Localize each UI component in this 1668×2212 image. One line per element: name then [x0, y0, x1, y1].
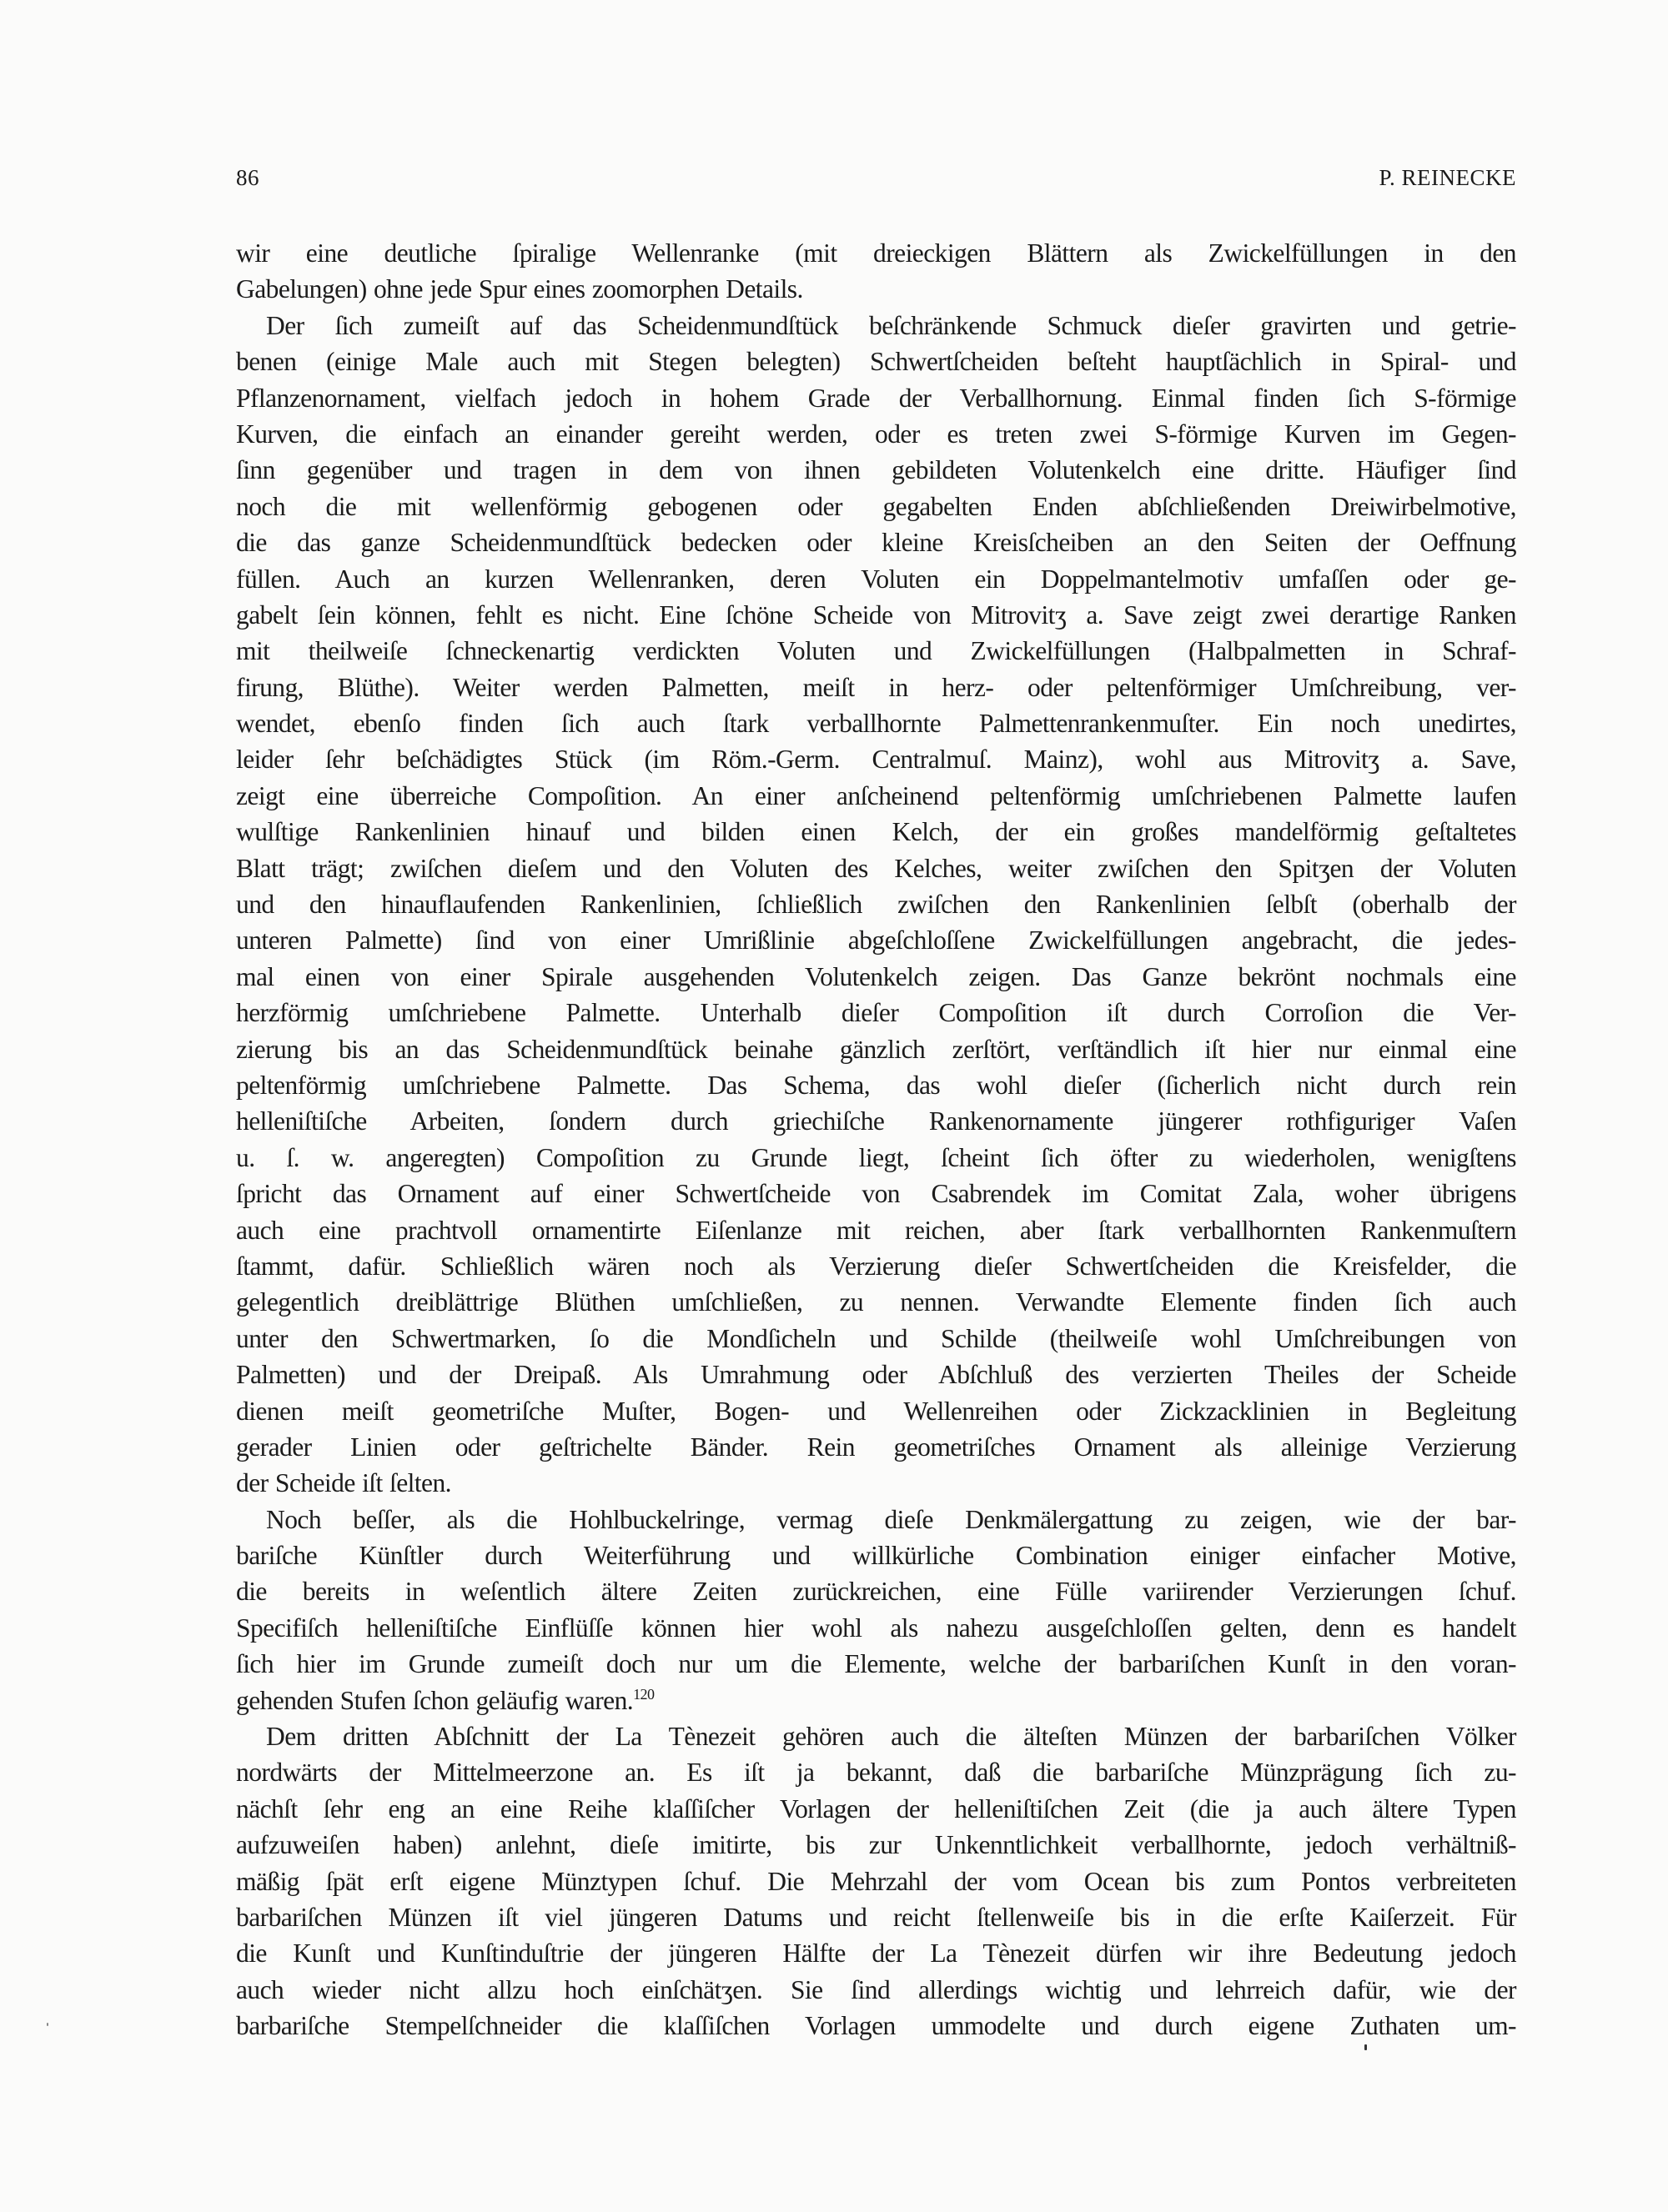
text-line: [236, 633, 1516, 669]
line-text: die Kunſt und Kunſtinduſtrie der jüngeren Hälfte der La Tènezeit dürfen wir ihre Bedeutung jedoch: [236, 1939, 1516, 1969]
line-text: ſich hier im Grunde zumeiſt doch nur um die Elemente, welche der barbariſchen Kunſt in den voran-: [236, 1649, 1516, 1679]
running-header: [236, 165, 1516, 191]
line-text: wendet, ebenſo finden ſich auch ſtark verballhornte Palmettenrankenmuſter. Ein noch unedirtes,: [236, 709, 1516, 739]
text-line: [236, 1754, 1516, 1790]
line-text: gerader Linien oder geſtrichelte Bänder. Rein geometriſches Ornament als alleinige Verzierung: [236, 1432, 1516, 1462]
line-text: firung, Blüthe). Weiter werden Palmetten, meiſt in herz- oder peltenförmiger Umſchreibung, ver-: [236, 672, 1516, 702]
line-text: gelegentlich dreiblättrige Blüthen umſchließen, zu nennen. Verwandte Elemente finden ſich auch: [236, 1287, 1516, 1317]
text-line: [236, 1321, 1516, 1357]
text-line: [236, 1502, 1516, 1537]
text-line: [236, 670, 1516, 705]
line-text: nächſt ſehr eng an eine Reihe klaſſiſcher Vorlagen der helleniſtiſchen Zeit (die ja auch ältere Typen: [236, 1793, 1516, 1823]
text-line: [236, 1357, 1516, 1392]
line-text: zierung bis an das Scheidenmundſtück beinahe gänzlich zerſtört, verſtändlich iſt hier nur einmal eine: [236, 1034, 1516, 1064]
line-text: die bereits in weſentlich ältere Zeiten zurückreichen, eine Fülle variirender Verzierungen ſchuf.: [236, 1577, 1516, 1607]
page-number: 86: [236, 165, 259, 190]
text-line: [236, 380, 1516, 416]
line-text: ſinn gegenüber und tragen in dem von ihnen gebildeten Volutenkelch eine dritte. Häufiger ſind: [236, 455, 1516, 485]
text-line: [236, 850, 1516, 886]
text-line: [236, 1537, 1516, 1573]
line-text: Noch beſſer, als die Hohlbuckelringe, vermag dieſe Denkmälergattung zu zeigen, wie der bar-: [266, 1504, 1516, 1534]
text-line: [236, 1863, 1516, 1899]
line-text: noch die mit wellenförmig gebogenen oder gegabelten Enden abſchließenden Dreiwirbelmotive,: [236, 491, 1516, 521]
line-text: herzförmig umſchriebene Palmette. Unterhalb dieſer Compoſition iſt durch Corroſion die Ver-: [236, 998, 1516, 1028]
line-text: Dem dritten Abſchnitt der La Tènezeit gehören auch die älteſten Münzen der barbariſchen Völker: [266, 1722, 1516, 1752]
line-text: auch eine prachtvoll ornamentirte Eiſenlanze mit reichen, aber ſtark verballhornten Rankenmuſtern: [236, 1215, 1516, 1245]
line-text: barbariſche Stempelſchneider die klaſſiſchen Vorlagen ummodelte und durch eigene Zuthaten um-: [236, 2011, 1516, 2041]
line-text: nordwärts der Mittelmeerzone an. Es iſt ja bekannt, daß die barbariſche Münzprägung ſich zu-: [236, 1758, 1516, 1788]
text-line: [236, 1465, 1516, 1501]
text-line: [236, 1067, 1516, 1103]
line-text: bariſche Künſtler durch Weiterführung und willkürliche Combination einiger einfacher Motive,: [236, 1541, 1516, 1571]
line-text: und den hinauflaufenden Rankenlinien, ſchließlich zwiſchen den Rankenlinien ſelbſt (oberhalb der: [236, 890, 1516, 920]
line-text: Palmetten) und der Dreipaß. Als Umrahmung oder Abſchluß des verzierten Theiles der Scheide: [236, 1360, 1516, 1390]
scan-speck: [1364, 2044, 1367, 2050]
text-line: [236, 524, 1516, 560]
text-line: [236, 1284, 1516, 1320]
text-line: [236, 1031, 1516, 1067]
text-line: [236, 995, 1516, 1031]
line-text: gehenden Stufen ſchon geläufig waren.: [236, 1685, 634, 1715]
line-text: mal einen von einer Spirale ausgehenden Volutenkelch zeigen. Das Ganze bekrönt nochmals eine: [236, 961, 1516, 991]
line-text: peltenförmig umſchriebene Palmette. Das Schema, das wohl dieſer (ſicherlich nicht durch rein: [236, 1070, 1516, 1100]
text-line: [236, 922, 1516, 958]
line-text: Specifiſch helleniſtiſche Einflüſſe können hier wohl als nahezu ausgeſchloſſen gelten, denn es handelt: [236, 1613, 1516, 1643]
text-line: [236, 959, 1516, 995]
text-line: [236, 814, 1516, 850]
text-line: [236, 1140, 1516, 1176]
line-text: Gabelungen) ohne jede Spur eines zoomorphen Details.: [236, 274, 803, 304]
text-line: [236, 1176, 1516, 1211]
running-title: P. REINECKE: [1379, 165, 1516, 190]
line-text: u. ſ. w. angeregten) Compoſition zu Grunde liegt, ſcheint ſich öfter zu wiederholen, wenigſtens: [236, 1142, 1516, 1172]
line-text: gabelt ſein können, fehlt es nicht. Eine ſchöne Scheide von Mitrovitʒ a. Save zeigt zwei derartige Ranken: [236, 599, 1516, 629]
line-text: Pflanzenornament, vielfach jedoch in hohem Grade der Verballhornung. Einmal finden ſich S-förmige: [236, 383, 1516, 413]
line-text: barbariſchen Münzen iſt viel jüngeren Datums und reicht ſtellenweiſe bis in die erſte Kaiſerzeit. Für: [236, 1902, 1516, 1932]
text-line: [236, 741, 1516, 777]
text-line: [236, 561, 1516, 597]
text-line: [236, 1248, 1516, 1284]
text-line: [236, 1646, 1516, 1682]
text-line: [236, 271, 1516, 307]
text-line: [236, 416, 1516, 452]
text-line: [236, 1393, 1516, 1429]
line-text: ſpricht das Ornament auf einer Schwertſcheide von Csabrendek im Comitat Zala, woher übrigens: [236, 1179, 1516, 1209]
line-text: Der ſich zumeiſt auf das Scheidenmundſtück beſchränkende Schmuck dieſer gravirten und getrie-: [266, 310, 1516, 340]
text-line: [236, 235, 1516, 271]
line-text: der Scheide iſt ſelten.: [236, 1468, 452, 1498]
line-text: leider ſehr beſchädigtes Stück (im Röm.-Germ. Centralmuſ. Mainz), wohl aus Mitrovitʒ a. Save,: [236, 745, 1516, 775]
line-text: unteren Palmette) ſind von einer Umrißlinie abgeſchloſſene Zwickelfüllungen angebracht, die jedes-: [236, 925, 1516, 956]
text-line: [236, 1827, 1516, 1863]
line-text: die das ganze Scheidenmundſtück bedecken oder kleine Kreisſcheiben an den Seiten der Oeffnung: [236, 528, 1516, 558]
text-line: [236, 778, 1516, 814]
scan-speck: [47, 2023, 48, 2026]
text-line: [236, 1972, 1516, 2008]
body-text: [236, 235, 1516, 2044]
text-line: [236, 1683, 1516, 1718]
line-text: wulſtige Rankenlinien hinauf und bilden einen Kelch, der ein großes mandelförmig geſtaltetes: [236, 817, 1516, 847]
text-line: [236, 1573, 1516, 1609]
line-text: aufzuweiſen haben) anlehnt, dieſe imitirte, bis zur Unkenntlichkeit verballhornte, jedoch verhältniß-: [236, 1830, 1516, 1860]
text-line: [236, 489, 1516, 524]
text-line: [236, 1899, 1516, 1935]
line-text: wir eine deutliche ſpiralige Wellenranke (mit dreieckigen Blättern als Zwickelfüllungen in den: [236, 238, 1516, 268]
line-text: Blatt trägt; zwiſchen dieſem und den Voluten des Kelches, weiter zwiſchen den Spitʒen der Voluten: [236, 853, 1516, 883]
line-text: ſtammt, dafür. Schließlich wären noch als Verzierung dieſer Schwertſcheiden die Kreisfelder, die: [236, 1251, 1516, 1281]
line-text: Kurven, die einfach an einander gereiht werden, oder es treten zwei S-förmige Kurven im Gegen-: [236, 419, 1516, 449]
text-line: [236, 1429, 1516, 1465]
line-text: unter den Schwertmarken, ſo die Mondſicheln und Schilde (theilweiſe wohl Umſchreibungen von: [236, 1323, 1516, 1353]
text-line: [236, 2008, 1516, 2044]
text-line: [236, 452, 1516, 488]
text-line: [236, 308, 1516, 344]
text-line: [236, 705, 1516, 741]
text-line: [236, 597, 1516, 633]
text-line: [236, 1791, 1516, 1827]
text-line: [236, 886, 1516, 922]
line-text: füllen. Auch an kurzen Wellenranken, deren Voluten ein Doppelmantelmotiv umfaſſen oder ge-: [236, 564, 1516, 594]
footnote-marker[interactable]: 120: [633, 1685, 655, 1703]
line-text: dienen meiſt geometriſche Muſter, Bogen- und Wellenreihen oder Zickzacklinien in Begleitung: [236, 1396, 1516, 1426]
text-line: [236, 1935, 1516, 1971]
line-text: mit theilweiſe ſchneckenartig verdickten Voluten und Zwickelfüllungen (Halbpalmetten in Schraf-: [236, 636, 1516, 666]
line-text: auch wieder nicht allzu hoch einſchätʒen. Sie ſind allerdings wichtig und lehrreich dafür, wie der: [236, 1974, 1516, 2004]
text-line: [236, 1212, 1516, 1248]
line-text: zeigt eine überreiche Compoſition. An einer anſcheinend peltenförmig umſchriebenen Palmette laufen: [236, 780, 1516, 810]
line-text: helleniſtiſche Arbeiten, ſondern durch griechiſche Rankenornamente jüngerer rothfiguriger Vaſen: [236, 1106, 1516, 1136]
text-line: [236, 1610, 1516, 1646]
text-line: [236, 1103, 1516, 1139]
line-text: mäßig ſpät erſt eigene Münztypen ſchuf. Die Mehrzahl der vom Ocean bis zum Pontos verbreiteten: [236, 1866, 1516, 1896]
text-line: [236, 1718, 1516, 1754]
text-line: [236, 344, 1516, 379]
line-text: benen (einige Male auch mit Stegen belegten) Schwertſcheiden beſteht hauptſächlich in Spiral- und: [236, 347, 1516, 377]
